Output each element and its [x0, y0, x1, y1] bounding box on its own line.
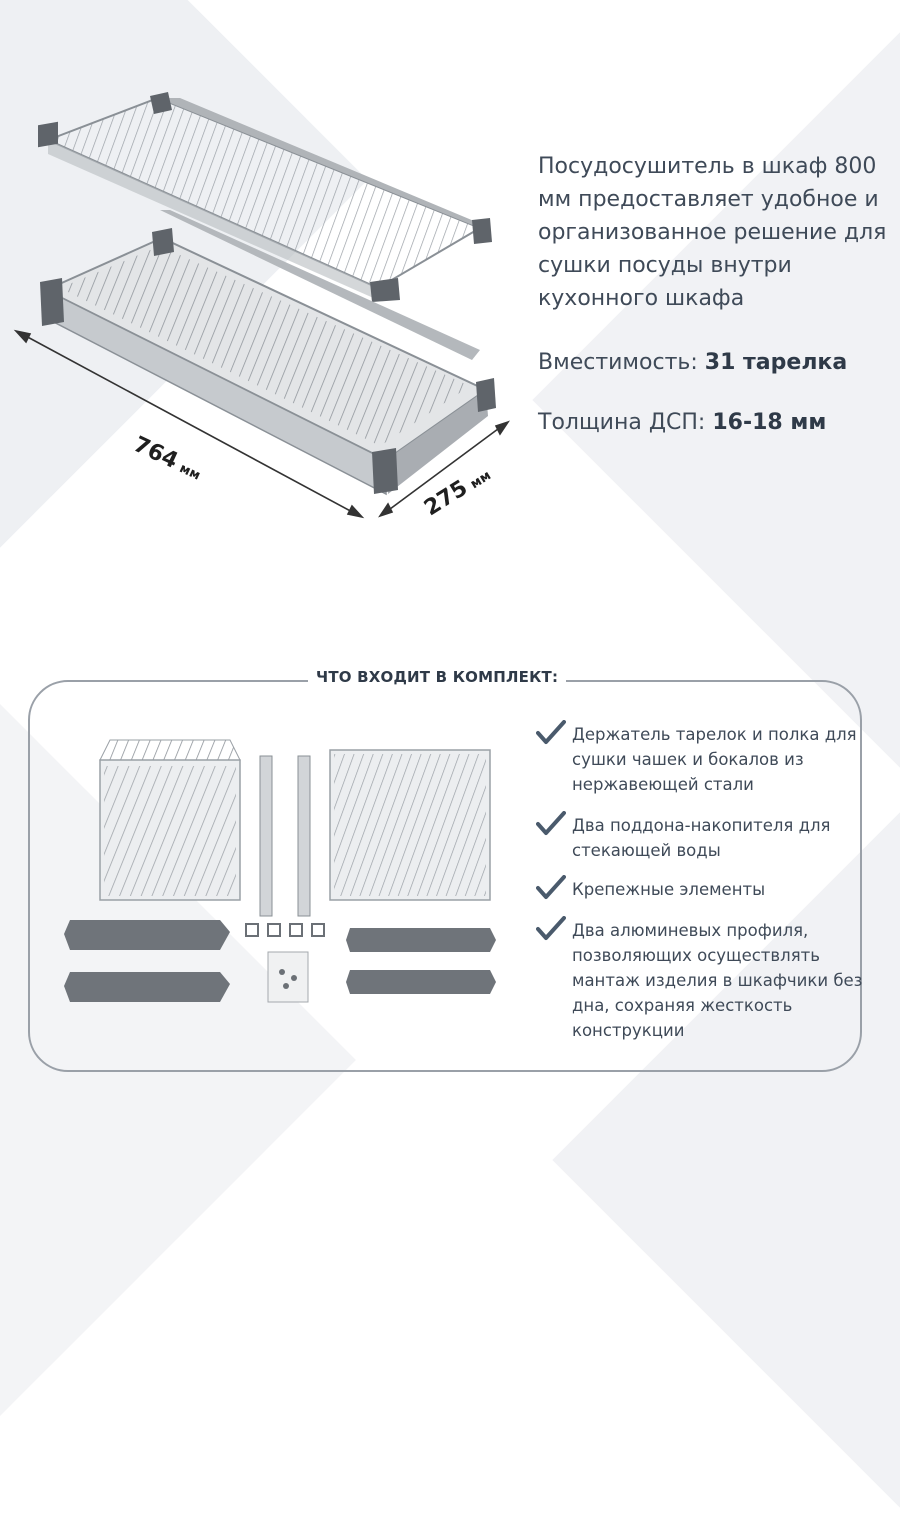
- kit-item-label: Держатель тарелок и полка для сушки чашек и бокалов из нержавеющей стали: [572, 725, 857, 794]
- width-value: 764: [129, 432, 182, 475]
- depth-unit: мм: [467, 468, 494, 493]
- checkmark-icon: [536, 916, 566, 942]
- thickness-value: 16-18 мм: [712, 410, 827, 435]
- kit-item-plate-holder: [536, 722, 866, 797]
- kit-item-label: Крепежные элементы: [572, 880, 766, 899]
- checkmark-icon: [536, 720, 566, 746]
- product-description: Посудосушитель в шкаф 800 мм предоставляет удобное и организованное решение для сушки посуды внутри кухонного шкафа: [538, 154, 887, 311]
- kit-item-profiles: [536, 918, 866, 1043]
- plate-holder-part: [100, 740, 240, 900]
- thickness-label: Толщина ДСП:: [538, 410, 706, 435]
- background-shape: [532, 32, 900, 767]
- kit-title: ЧТО ВХОДИТ В КОМПЛЕКТ:: [308, 668, 566, 686]
- checkmark-icon: [536, 875, 566, 901]
- capacity-label: Вместимость:: [538, 350, 698, 375]
- capacity-value: 31 тарелка: [704, 350, 848, 375]
- small-brackets: [246, 924, 324, 936]
- width-unit: мм: [176, 461, 203, 484]
- kit-item-fasteners: [536, 877, 866, 902]
- kit-components-illustration: [50, 720, 510, 1040]
- kit-list: [536, 722, 866, 1043]
- depth-value: 275: [420, 475, 473, 522]
- kit-item-drip-trays: [536, 813, 866, 863]
- checkmark-icon: [536, 811, 566, 837]
- screws-bag: [268, 952, 308, 1002]
- kit-item-label: Два алюминевых профиля, позволяющих осуществлять мантаж изделия в шкафчики без дна, сохраняя жесткость конструкции: [572, 921, 863, 1040]
- cup-shelf-part: [330, 750, 490, 900]
- capacity-spec: [538, 350, 847, 375]
- aluminum-profiles: [260, 756, 310, 916]
- kit-item-label: Два поддона-накопителя для стекающей воды: [572, 816, 831, 860]
- thickness-spec: [538, 410, 826, 435]
